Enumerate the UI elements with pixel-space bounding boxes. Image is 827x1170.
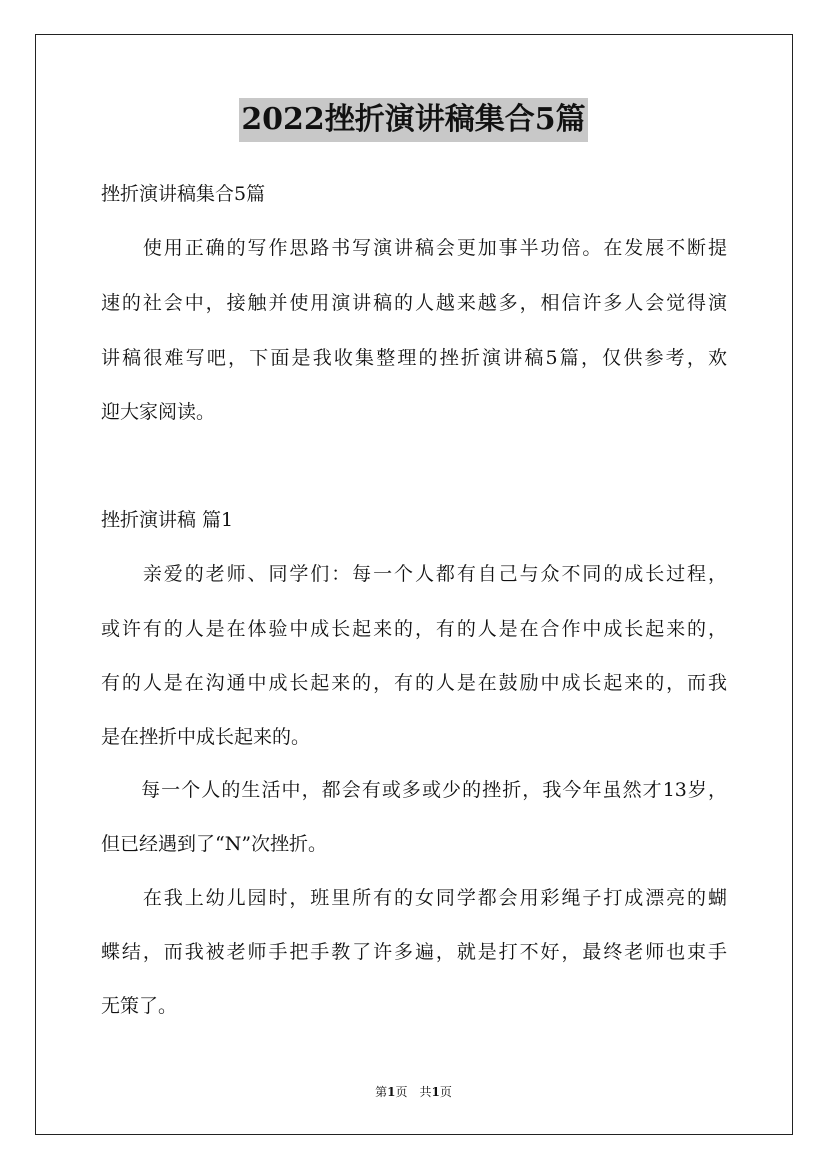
paragraph-line: 无策了。 [101, 995, 178, 1017]
intro-line: 迎大家阅读。 [101, 401, 216, 423]
paragraph-line: 是在挫折中成长起来的。 [101, 726, 311, 748]
paragraph-line: 有的人是在沟通中成长起来的，有的人是在鼓励中成长起来的，而我 [101, 672, 727, 694]
paragraph-line: 蝶结，而我被老师手把手教了许多遍，就是打不好，最终老师也束手 [101, 941, 727, 963]
footer-page-prefix: 第 [375, 1085, 388, 1099]
footer-page-suffix: 页 [439, 1085, 452, 1099]
footer-page-mid: 页 共 [395, 1085, 432, 1099]
intro-line: 速的社会中，接触并使用演讲稿的人越来越多，相信许多人会觉得演 [101, 292, 727, 314]
footer-page-number: 1 [387, 1085, 396, 1099]
paragraph-line: 每一个人的生活中，都会有或多或少的挫折，我今年虽然才13岁， [101, 779, 727, 801]
paragraph-line: 在我上幼儿园时，班里所有的女同学都会用彩绳子打成漂亮的蝴 [101, 887, 727, 909]
footer-page-total: 1 [431, 1085, 440, 1099]
paragraph-line: 亲爱的老师、同学们：每一个人都有自己与众不同的成长过程， [101, 563, 727, 585]
intro-line: 使用正确的写作思路书写演讲稿会更加事半功倍。在发展不断提 [101, 237, 727, 259]
title-container [0, 98, 827, 142]
document-title: 2022挫折演讲稿集合5篇 [239, 98, 587, 142]
section-heading: 挫折演讲稿 篇1 [101, 509, 234, 531]
paragraph-line: 或许有的人是在体验中成长起来的，有的人是在合作中成长起来的， [101, 618, 727, 640]
paragraph-line: 但已经遇到了“N”次挫折。 [101, 833, 328, 855]
page-footer [0, 1084, 827, 1100]
intro-line: 讲稿很难写吧，下面是我收集整理的挫折演讲稿5篇，仅供参考，欢 [101, 347, 727, 369]
document-subtitle: 挫折演讲稿集合5篇 [101, 183, 266, 205]
